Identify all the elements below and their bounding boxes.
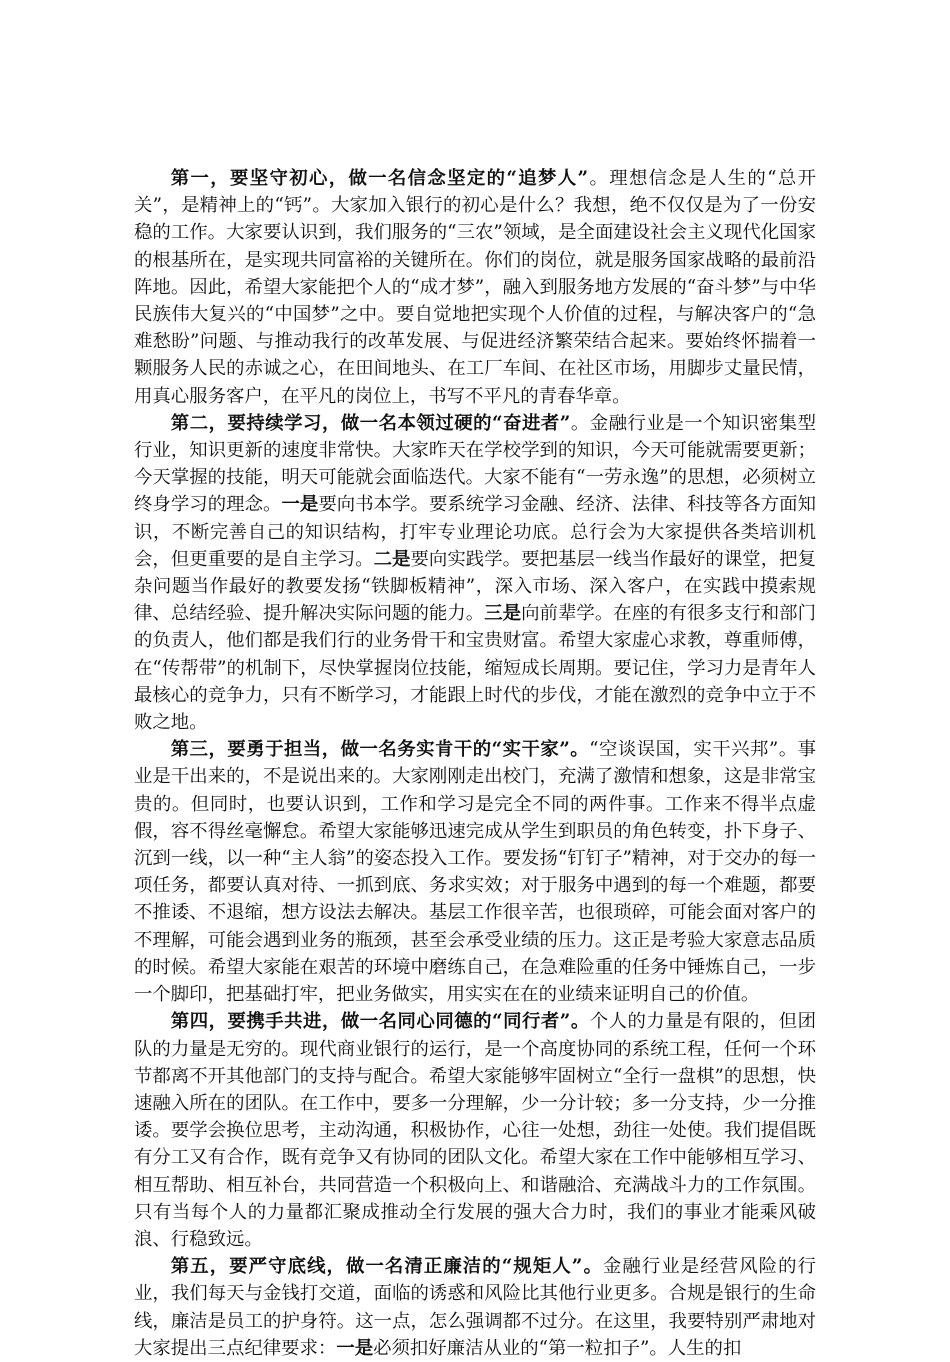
heading-text: 第一，要坚守初心，做一名信念坚定的“追梦人” — [170, 168, 589, 189]
emphasis-text: 二是 — [373, 548, 411, 570]
body-text: 。金融行业是一个知识密集型行业，知识更新的速度非常快。大家昨天在学校学到的知识，今天可能就需要更新；今天掌握的技能，明天可能就会面临迭代。大家不能有“一劳永逸”的思想，必须树立终身学习的理念。 — [134, 412, 816, 516]
body-text: 必须扣好廉洁从业的“第一粒扣子”。人生的扣 — [373, 1337, 742, 1359]
document-body — [134, 165, 816, 1362]
paragraph-4 — [134, 1008, 816, 1253]
heading-text: 第二，要持续学习，做一名本领过硬的“奋进者” — [170, 412, 571, 434]
body-text: 个人的力量是有限的，但团队的力量是无穷的。现代商业银行的运行，是一个高度协同的系统工程，任何一个环节都离不开其他部门的支持与配合。希望大家能够牢固树立“全行一盘棋”的思想，快速融入所在的团队。在工作中，要多一分理解，少一分计较；多一分支持，少一分推诿。要学会换位思考，主动沟通，积极协作，心往一处想，劲往一处使。我们提倡既有分工又有合作，既有竞争又有协同的团队文化。希望大家在工作中能够相互学习、相互帮助、相互补台，共同营造一个积极向上、和谐融洽、充满战斗力的工作氛围。只有当每个人的力量都汇聚成推动全行发展的强大合力时，我们的事业才能乘风破浪、行稳致远。 — [134, 1011, 816, 1250]
emphasis-text: 一是 — [281, 494, 319, 516]
paragraph-2 — [134, 410, 816, 736]
emphasis-text: 三是 — [484, 603, 522, 625]
body-text: 金融行业是经营风险的行业，我们每天与金钱打交道，面临的诱惑和风险比其他行业更多。合规是银行的生命线，廉洁是员工的护身符。这一点，怎么强调都不过分。在这里，我要特别严肃地对大家提出三点纪律要求： — [134, 1256, 816, 1359]
body-text: “空谈误国，实干兴邦”。事业是干出来的，不是说出来的。大家刚刚走出校门，充满了激情和想象，这是非常宝贵的。但同时，也要认识到，工作和学习是完全不同的两件事。工作来不得半点虚假，容不得丝毫懈怠。希望大家能够迅速完成从学生到职员的角色转变，扑下身子、沉到一线，以一种“主人翁”的姿态投入工作。要发扬“钉钉子”精神，对于交办的每一项任务，都要认真对待、一抓到底、务求实效；对于服务中遇到的每一个难题，都要不推诿、不退缩，想方设法去解决。基层工作很辛苦，也很琐碎，可能会面对客户的不理解，可能会遇到业务的瓶颈，甚至会承受业绩的压力。这正是考验大家意志品质的时候。希望大家能在艰苦的环境中磨练自己，在急难险重的任务中锤炼自己，一步一个脚印，把基础打牢，把业务做实，用实实在在的业绩来证明自己的价值。 — [134, 739, 816, 1006]
heading-text: 第三，要勇于担当，做一名务实肯干的“实干家”。 — [170, 739, 590, 761]
emphasis-text: 一是 — [336, 1337, 374, 1359]
paragraph-1 — [134, 165, 816, 410]
body-text: 向前辈学。在座的有很多支行和部门的负责人，他们都是我们行的业务骨干和宝贵财富。希望大家虚心求教，尊重师傅，在“传帮带”的机制下，尽快掌握岗位技能，缩短成长周期。要记住，学习力是青年人最核心的竞争力，只有不断学习，才能跟上时代的步伐，才能在激烈的竞争中立于不败之地。 — [134, 603, 816, 734]
paragraph-3 — [134, 736, 816, 1008]
body-text: 。理想信念是人生的“总开关”，是精神上的“钙”。大家加入银行的初心是什么？我想，绝不仅仅是为了一份安稳的工作。大家要认识到，我们服务的“三农”领域，是全面建设社会主义现代化国家的根基所在，是实现共同富裕的关键所在。你们的岗位，就是服务国家战略的最前沿阵地。因此，希望大家能把个人的“成才梦”，融入到服务地方发展的“奋斗梦”与中华民族伟大复兴的“中国梦”之中。要自觉地把实现个人价值的过程，与解决客户的“急难愁盼”问题、与推动我行的改革发展、与促进经济繁荣结合起来。要始终怀揣着一颗服务人民的赤诚之心，在田间地头、在工厂车间、在社区市场，用脚步丈量民情，用真心服务客户，在平凡的岗位上，书写不平凡的青春华章。 — [134, 168, 816, 407]
heading-text: 第四，要携手共进，做一名同心同德的“同行者”。 — [170, 1011, 590, 1033]
body-text: 要向书本学。要系统学习金融、经济、法律、科技等各方面知识，不断完善自己的知识结构，打牢专业理论功底。总行会为大家提供各类培训机会，但更重要的是自主学习。 — [134, 494, 816, 570]
body-text: 要向实践学。要把基层一线当作最好的课堂，把复杂问题当作最好的教要发扬“铁脚板精神”，深入市场、深入客户，在实践中摸索规律、总结经验、提升解决实际问题的能力。 — [134, 548, 816, 625]
paragraph-5 — [134, 1253, 816, 1362]
heading-text: 第五，要严守底线，做一名清正廉洁的“规矩人”。 — [170, 1256, 603, 1278]
